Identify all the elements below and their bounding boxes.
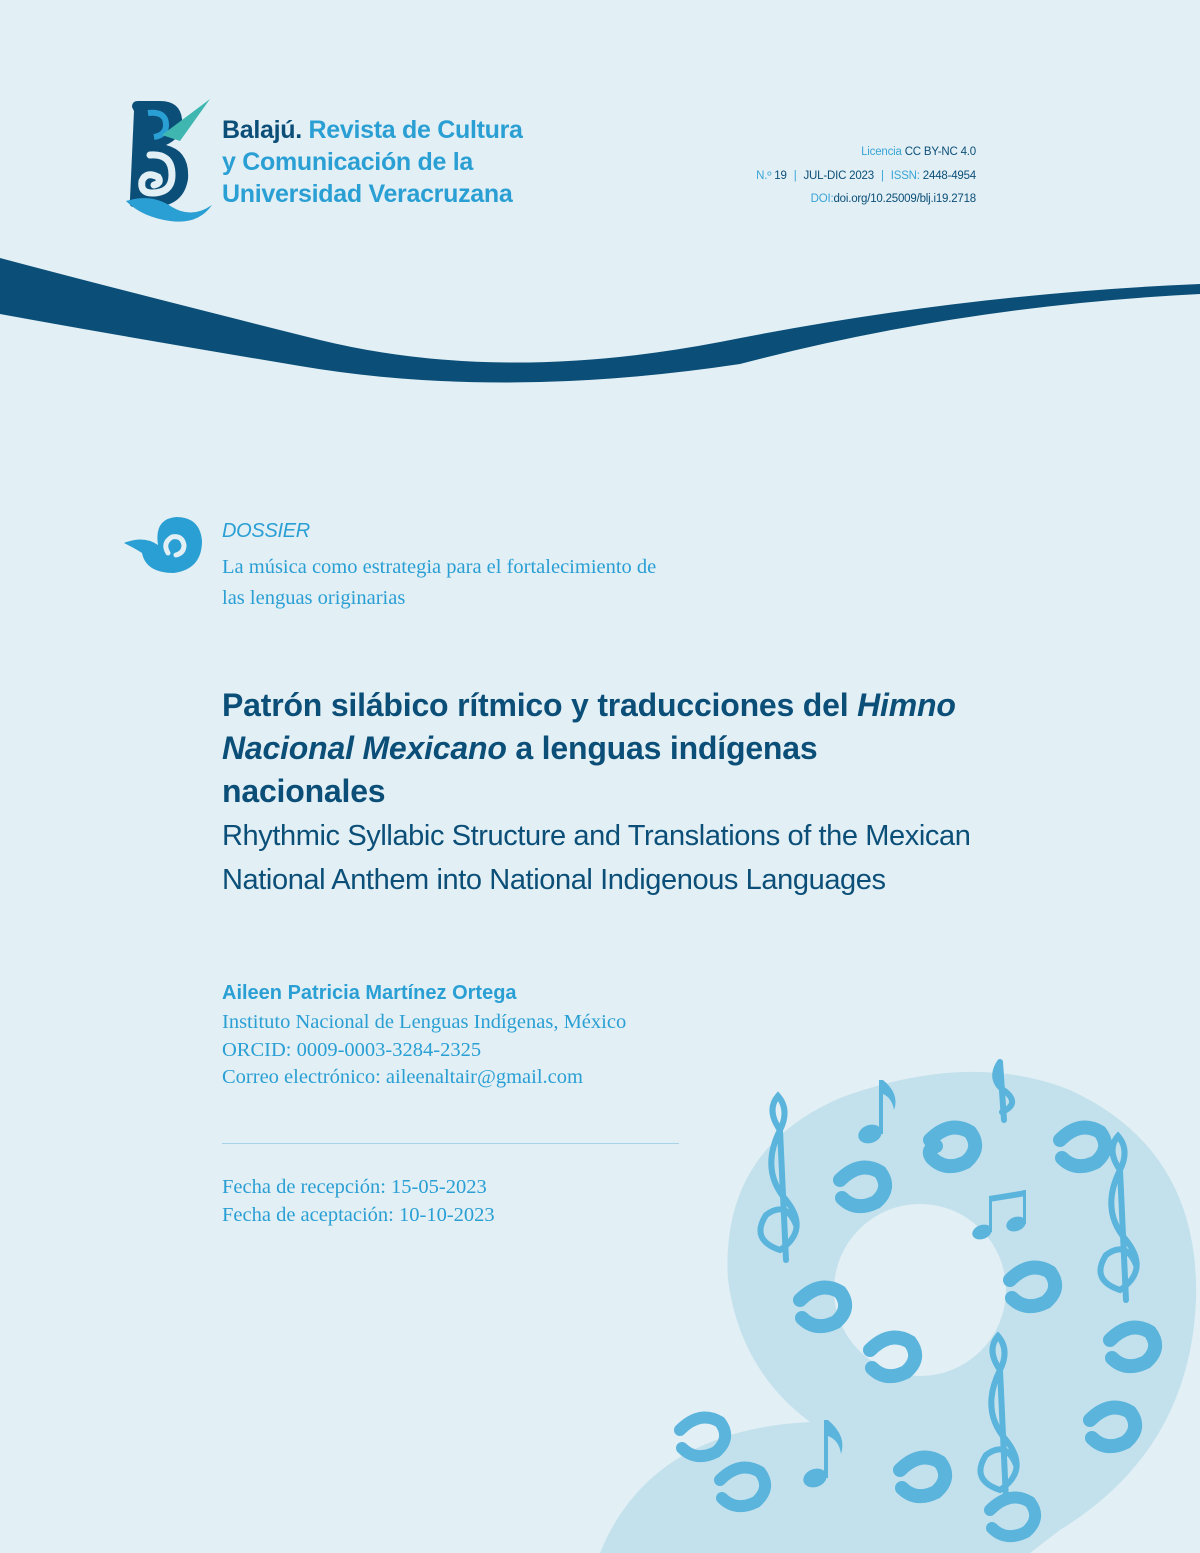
dossier-swirl-icon bbox=[124, 513, 204, 575]
author-institution: Instituto Nacional de Lenguas Indígenas, México bbox=[222, 1011, 627, 1033]
issn-label: ISSN: bbox=[890, 169, 920, 182]
dossier-line1: La música como estrategia para el fortalecimiento de bbox=[222, 556, 657, 578]
license-line bbox=[756, 141, 976, 165]
license-value[interactable]: CC BY-NC 4.0 bbox=[904, 146, 976, 158]
issue-value: 19 bbox=[774, 169, 787, 182]
dossier-line2: las lenguas originarias bbox=[222, 587, 406, 609]
music-swirl-decoration bbox=[590, 1050, 1200, 1553]
balaju-logo-icon bbox=[122, 97, 214, 223]
brand-line3: Universidad Veracruzana bbox=[222, 180, 513, 208]
brand-line2: y Comunicación de la bbox=[222, 148, 474, 176]
dossier-title bbox=[222, 552, 762, 614]
issue-meta bbox=[756, 141, 976, 212]
doi-label: DOI: bbox=[810, 193, 834, 205]
article-title-es bbox=[222, 684, 982, 813]
title-es-italic: Himno Nacional Mexicano bbox=[222, 687, 956, 766]
separator: | bbox=[880, 169, 884, 182]
author-orcid[interactable]: ORCID: 0009-0003-3284-2325 bbox=[222, 1038, 482, 1061]
license-label: Licencia bbox=[861, 146, 902, 158]
issue-line bbox=[756, 165, 976, 189]
issue-label: N.º bbox=[756, 169, 772, 182]
issue-period: JUL-DIC 2023 bbox=[803, 169, 874, 182]
article-title-en: Rhythmic Syllabic Structure and Translations of the Mexican National Anthem into National Indigenous Languages bbox=[222, 820, 971, 896]
author-name: Aileen Patricia Martínez Ortega bbox=[222, 982, 517, 1004]
separator: | bbox=[793, 169, 797, 182]
doi-link[interactable]: doi.org/10.25009/blj.i19.2718 bbox=[833, 193, 976, 205]
wave-band bbox=[0, 250, 1200, 390]
issn-value: 2448-4954 bbox=[922, 169, 976, 182]
brand-line1: Revista de Cultura bbox=[301, 116, 523, 144]
received-date: Fecha de recepción: 15-05-2023 bbox=[222, 1176, 487, 1198]
author-email[interactable]: Correo electrónico: aileenaltair@gmail.com bbox=[222, 1066, 583, 1088]
doi-line bbox=[756, 188, 976, 212]
brand-name: Balajú. bbox=[222, 116, 302, 144]
title-es-part2: a lenguas indígenas nacionales bbox=[222, 730, 818, 809]
journal-name bbox=[222, 114, 642, 210]
dossier-label: DOSSIER bbox=[222, 520, 310, 542]
title-es-part1: Patrón silábico rítmico y traducciones del bbox=[222, 687, 858, 723]
accepted-date: Fecha de aceptación: 10-10-2023 bbox=[222, 1203, 495, 1226]
submission-dates bbox=[222, 1174, 495, 1229]
